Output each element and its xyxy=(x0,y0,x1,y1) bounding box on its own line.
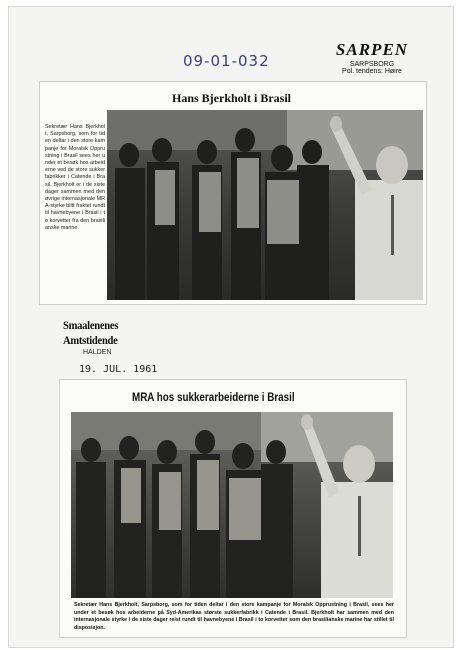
news-photo xyxy=(71,412,393,598)
paper-city: SARPSBORG xyxy=(349,61,395,68)
paper-name: Smaalenenes Amtstidende xyxy=(63,318,119,347)
amtstidende-masthead xyxy=(63,318,173,356)
newspaper-clipping-2 xyxy=(59,379,407,638)
article-body: Sekretær Hans Bjerkholt, Sarpsborg, som for tiden deltar i den store kampanje for Moralsk Opprustning i Brasil sees her under et besøk hos arbeiderne ved de store sukkerfabrikker i Catende i Brasil. Bjerkholt er i de siste dager sammen med den øvrige internasjonale MRA-styrke blitt fraktet rundt til havnebyene i Brasil i to korvetter fra den brasilianske marine. xyxy=(45,124,105,231)
sarpen-masthead xyxy=(322,40,422,75)
paper-name: SARPEN xyxy=(335,40,409,59)
newspaper-clipping-1 xyxy=(39,81,427,305)
date-stamp: 19. JUL. 1961 xyxy=(79,364,158,375)
archive-reference: 09-01-032 xyxy=(183,52,270,70)
headline: MRA hos sukkerarbeiderne i Brasil xyxy=(132,390,295,404)
photo-caption: Sekretær Hans Bjerkholt, Sarpsborg, som for tiden deltar i den store kampanje for Moralsk Opprustning i Brasil, sees her under et besøk hos arbeiderne på Syd-Amerikas største sukkerfabrikk i Catende i Brasil. Bjerkholt har sammen med den internasjonale styrke i de siste dager reist rundt til havnebyene i Brasil i to korvetter som den brasilianske marine har stillet til disposisjon. xyxy=(74,602,394,631)
paper-city: HALDEN xyxy=(83,349,112,356)
headline: Hans Bjerkholt i Brasil xyxy=(172,91,292,105)
paper-tendency: Pol. tendens: Høire xyxy=(342,68,402,75)
news-photo xyxy=(107,110,423,300)
